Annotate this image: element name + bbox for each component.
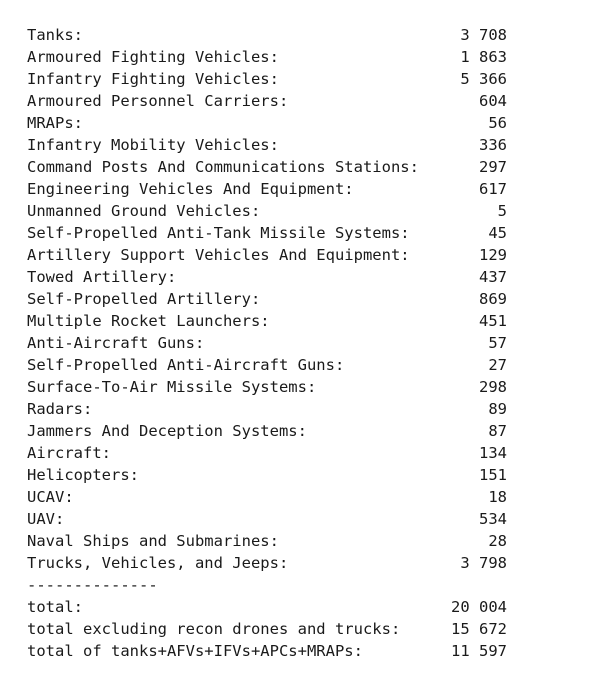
equipment-row xyxy=(27,376,507,398)
equipment-row-label: Armoured Personnel Carriers: xyxy=(27,92,289,110)
equipment-row-label: Towed Artillery: xyxy=(27,268,177,286)
equipment-row-label: Trucks, Vehicles, and Jeeps: xyxy=(27,554,289,572)
equipment-row-value: 57 xyxy=(488,334,507,352)
equipment-row xyxy=(27,310,507,332)
equipment-list xyxy=(27,24,507,574)
equipment-row xyxy=(27,90,507,112)
equipment-row-label: Surface-To-Air Missile Systems: xyxy=(27,378,317,396)
equipment-row-label: MRAPs: xyxy=(27,114,83,132)
equipment-row-value: 3 798 xyxy=(460,554,507,572)
equipment-row xyxy=(27,420,507,442)
equipment-row-label: Tanks: xyxy=(27,26,83,44)
equipment-row xyxy=(27,508,507,530)
equipment-row-value: 129 xyxy=(479,246,507,264)
equipment-row-value: 437 xyxy=(479,268,507,286)
total-row-value: 15 672 xyxy=(451,620,507,638)
equipment-row-label: Multiple Rocket Launchers: xyxy=(27,312,270,330)
equipment-row-value: 534 xyxy=(479,510,507,528)
equipment-row-label: Armoured Fighting Vehicles: xyxy=(27,48,279,66)
equipment-row-value: 89 xyxy=(488,400,507,418)
total-row xyxy=(27,618,507,640)
total-row xyxy=(27,640,507,662)
equipment-row xyxy=(27,46,507,68)
equipment-row-value: 56 xyxy=(488,114,507,132)
equipment-row-value: 869 xyxy=(479,290,507,308)
equipment-row-label: Jammers And Deception Systems: xyxy=(27,422,307,440)
equipment-row-label: Infantry Fighting Vehicles: xyxy=(27,70,279,88)
equipment-row-value: 5 xyxy=(497,202,507,220)
equipment-row xyxy=(27,68,507,90)
equipment-row-label: Self-Propelled Anti-Aircraft Guns: xyxy=(27,356,345,374)
equipment-row-label: Artillery Support Vehicles And Equipment: xyxy=(27,246,410,264)
separator-line: -------------- xyxy=(27,576,158,594)
equipment-row-value: 134 xyxy=(479,444,507,462)
total-row-value: 20 004 xyxy=(451,598,507,616)
equipment-row-label: Self-Propelled Artillery: xyxy=(27,290,261,308)
equipment-row xyxy=(27,156,507,178)
equipment-row xyxy=(27,178,507,200)
equipment-row-value: 5 366 xyxy=(460,70,507,88)
equipment-row xyxy=(27,222,507,244)
equipment-row-label: Helicopters: xyxy=(27,466,139,484)
equipment-row xyxy=(27,244,507,266)
totals-list xyxy=(27,596,507,662)
equipment-row-value: 151 xyxy=(479,466,507,484)
equipment-row-value: 451 xyxy=(479,312,507,330)
equipment-row-label: Engineering Vehicles And Equipment: xyxy=(27,180,354,198)
equipment-row-label: Anti-Aircraft Guns: xyxy=(27,334,205,352)
equipment-row-label: UAV: xyxy=(27,510,65,528)
equipment-row-label: Infantry Mobility Vehicles: xyxy=(27,136,279,154)
equipment-row xyxy=(27,398,507,420)
equipment-row-value: 28 xyxy=(488,532,507,550)
equipment-row-value: 27 xyxy=(488,356,507,374)
equipment-row xyxy=(27,354,507,376)
equipment-row-value: 617 xyxy=(479,180,507,198)
equipment-row xyxy=(27,266,507,288)
equipment-row-value: 3 708 xyxy=(460,26,507,44)
equipment-row-label: Naval Ships and Submarines: xyxy=(27,532,279,550)
equipment-row-value: 298 xyxy=(479,378,507,396)
equipment-row xyxy=(27,530,507,552)
equipment-row-label: Aircraft: xyxy=(27,444,111,462)
total-row-value: 11 597 xyxy=(451,642,507,660)
total-row-label: total excluding recon drones and trucks: xyxy=(27,620,401,638)
equipment-losses-listing xyxy=(27,24,507,662)
equipment-row-label: Unmanned Ground Vehicles: xyxy=(27,202,261,220)
equipment-row xyxy=(27,288,507,310)
total-row-label: total: xyxy=(27,598,83,616)
equipment-row-value: 1 863 xyxy=(460,48,507,66)
equipment-row-value: 604 xyxy=(479,92,507,110)
equipment-row xyxy=(27,200,507,222)
equipment-row-label: Self-Propelled Anti-Tank Missile Systems: xyxy=(27,224,410,242)
equipment-row-value: 336 xyxy=(479,136,507,154)
equipment-row xyxy=(27,486,507,508)
equipment-row xyxy=(27,332,507,354)
equipment-row-label: Command Posts And Communications Stations: xyxy=(27,158,419,176)
total-row xyxy=(27,596,507,618)
equipment-row xyxy=(27,24,507,46)
equipment-row xyxy=(27,552,507,574)
equipment-row-value: 45 xyxy=(488,224,507,242)
equipment-row-label: UCAV: xyxy=(27,488,74,506)
equipment-row xyxy=(27,442,507,464)
equipment-row xyxy=(27,134,507,156)
equipment-row xyxy=(27,112,507,134)
equipment-row-label: Radars: xyxy=(27,400,93,418)
equipment-row-value: 297 xyxy=(479,158,507,176)
equipment-row-value: 18 xyxy=(488,488,507,506)
equipment-row xyxy=(27,464,507,486)
total-row-label: total of tanks+AFVs+IFVs+APCs+MRAPs: xyxy=(27,642,363,660)
equipment-row-value: 87 xyxy=(488,422,507,440)
